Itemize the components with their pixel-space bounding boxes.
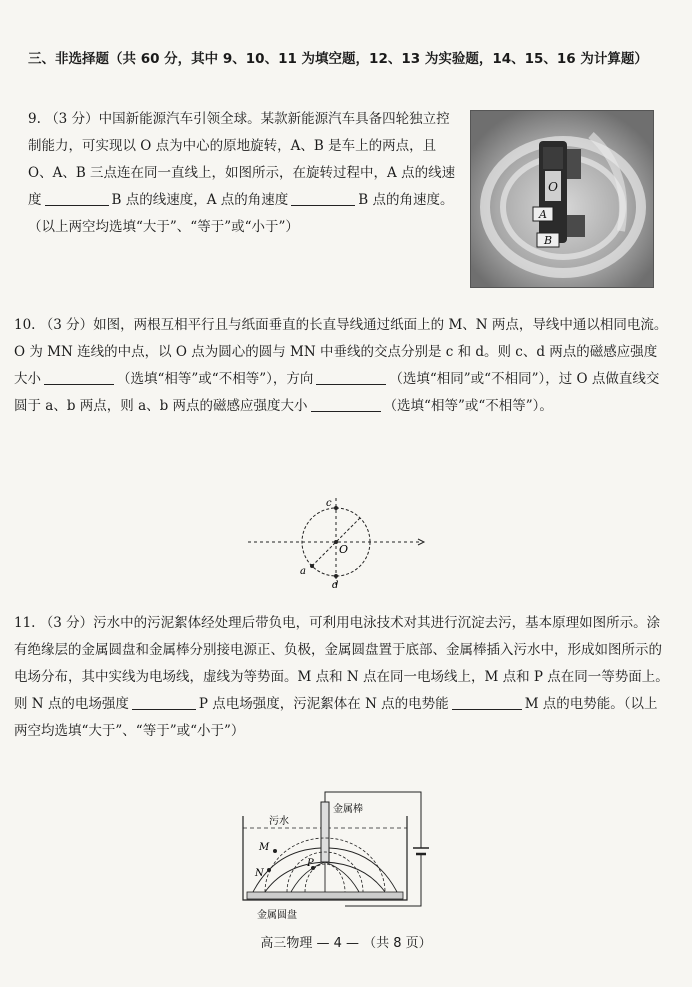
question-text: 中国新能源汽车引领全球。某款新能源汽车具备四轮独立控制能力，可实现以 O 点为中心的原地旋转，A、B 是车上的两点，且 O、A、B 三点连在同一直线上，如图所示，在旋转过程中，A 点的线速度 — [28, 111, 456, 208]
question-10 — [14, 312, 669, 420]
label-a: a — [300, 566, 306, 577]
label-rod: 金属棒 — [333, 804, 363, 815]
label-c: c — [326, 498, 332, 509]
label-o: O — [548, 180, 558, 194]
answer-blank-2[interactable] — [452, 694, 522, 710]
label-p: P — [307, 858, 314, 869]
question-number: 11. — [14, 615, 36, 631]
question-text: P 点电场强度，污泥絮体在 N 点的电势能 — [198, 696, 449, 712]
question-text: （选填“相等”或“不相等”），方向 — [117, 371, 314, 387]
question-text: （选填“相等”或“不相等”）。 — [383, 398, 553, 414]
answer-blank-1[interactable] — [44, 369, 114, 385]
label-b: B — [543, 234, 553, 247]
question-text: B 点的角速度。（以上两空均选填“大于”、“等于”或“小于”） — [28, 192, 454, 235]
magnetic-field-figure — [240, 490, 440, 590]
question-text: 污水中的污泥絮体经处理后带负电，可利用电泳技术对其进行沉淀去污，基本原理如图所示。涂有绝缘层的金属圆盘和金属棒分别接电源正、负极，金属圆盘置于底部、金属棒插入污水中，形成如图所示的电场分布，其中实线为电场线，虚线为等势面。M 点和 N 点在同一电场线上，M 点和 P 点在同一等势面上。则 N 点的电场强度 — [14, 615, 669, 712]
answer-blank-1[interactable] — [45, 190, 109, 206]
question-11 — [14, 610, 669, 745]
answer-blank-2[interactable] — [316, 369, 386, 385]
question-text: 如图，两根互相平行且与纸面垂直的长直导线通过纸面上的 M、N 两点，导线中通以相同电流。O 为 MN 连线的中点，以 O 点为圆心的圆与 MN 中垂线的交点分别是 c 和 d。则 c、d 两点的磁感应强度大小 — [14, 317, 668, 387]
question-text: M 点的电势能。（以上两空均选填“大于”、“等于”或“小于”） — [14, 696, 658, 739]
answer-blank-2[interactable] — [291, 190, 355, 206]
question-text: （选填“相同”或“不相同”），过 O 点做直线交圆于 a、b 两点，则 a、b 两点的磁感应强度大小 — [14, 371, 660, 414]
answer-blank-1[interactable] — [132, 694, 196, 710]
question-number: 10. — [14, 317, 36, 333]
electrophoresis-figure — [225, 788, 445, 928]
label-n: N — [255, 868, 264, 879]
car-rotation-photo — [470, 110, 654, 288]
page-footer: 高三物理 — 4 — （共 8 页） — [260, 936, 432, 951]
label-a: A — [539, 208, 547, 221]
label-m: M — [259, 842, 270, 853]
question-text: B 点的线速度，A 点的角速度 — [111, 192, 289, 208]
label-o: O — [339, 543, 349, 556]
answer-blank-3[interactable] — [311, 396, 381, 412]
question-number: 9. — [28, 111, 41, 127]
question-score: （3 分） — [39, 615, 94, 631]
question-9 — [28, 106, 458, 241]
label-sewage: 污水 — [269, 816, 289, 827]
label-d: d — [332, 580, 339, 590]
label-disk: 金属圆盘 — [257, 910, 297, 921]
question-score: （3 分） — [39, 317, 94, 333]
section-title: 三、非选择题（共 60 分，其中 9、10、11 为填空题，12、13 为实验题，14、15、16 为计算题） — [28, 51, 648, 67]
question-score: （3 分） — [45, 111, 99, 127]
